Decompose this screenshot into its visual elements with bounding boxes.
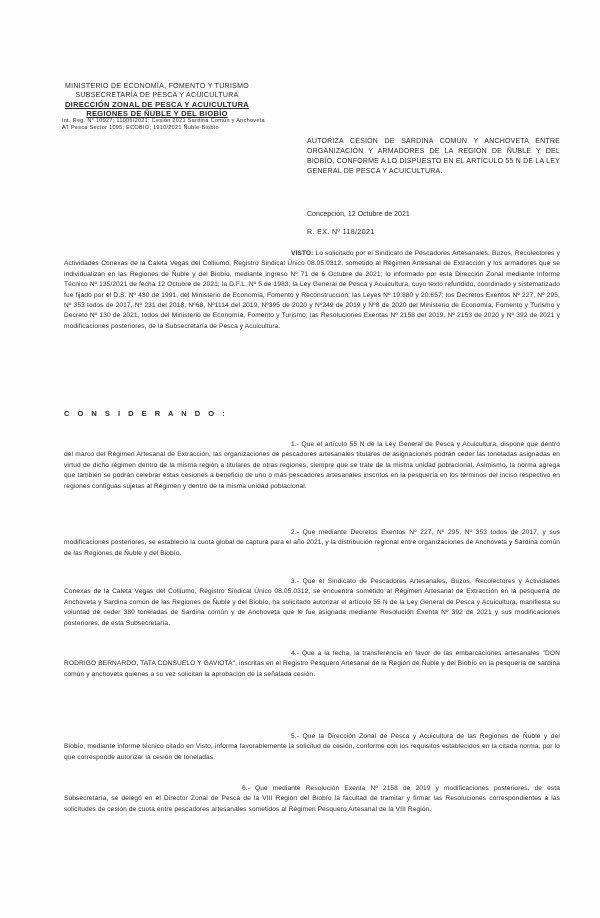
reference-line-2: AT Pesca Sector 1095: ECOBIO; 1910/2021 Ñuble-Biobío (62, 125, 219, 131)
resolution-subject: AUTORIZA CESIÓN DE SARDINA COMÚN Y ANCHOVETA ENTRE ORGANIZACIÓN Y ARMADORES DE LA REGIÓN DE ÑUBLE Y DEL BIOBÍO, CONFORME A LO DISPUESTO EN EL ARTÍCULO 55 N DE LA LEY GENERAL DE PESCA Y ACUICULTURA. (307, 138, 560, 175)
visto-text: Lo solicitado por el Sindicato de Pescadores Artesanales, Buzos, Recolectores y Actividades Conexas de la Caleta Vegas del Colliumo, Registro Sindical Único 08.05.0312, sometido al Régimen Artesanal de Extracción y los armadores que se individualizan en las Regiones de Ñuble y del Biobío, mediante ingreso Nº 71 de 6 Octubre de 2021; lo informado por esta Dirección Zonal mediante Informe Técnico Nº 135/2021 de fecha 12 Octubre de 2021; la D.F.L. Nº 5 de 1983; la Ley General de Pesca y Acuicultura, cuyo texto refundido, coordinado y sistematizado fue fijado por el D.S. Nº 430 de 1991, del Ministerio de Economía, Fomento y Reconstrucción; las Leyes Nº 19.880 y 20.657; los Decretos Exentos Nº 227, Nº 295, Nº 353 todos de 2017, Nº 231 del 2018, Nº68, Nº1114 del 2019, Nº395 de 2020 y Nº249 de 2019 y Nº8 de 2020 del Ministerio de Economía, Fomento y Turismo y Decreto Nº 130 de 2021, todos del Ministerio de Economía, Fomento y Turismo; las Resoluciones Exentas Nº 2158 del 2019, Nº 2153 de 2020 y Nº 392 de 2021 y modificaciones posteriores, de la Subsecretaría de Pesca y Acuicultura. (64, 250, 560, 330)
direccion-name: DIRECCIÓN ZONAL DE PESCA Y ACUICULTURA (64, 100, 250, 109)
considerando-6 (64, 784, 560, 815)
considerando-4-text: 4.- Que a la fecha, la transferencia en favor de las embarcaciones artesanales "DON RODRIGO BERNARDO, TATA CONSUELO Y GAVIOTA", inscritas en el Registro Pesquero Artesanal de la Región de Ñuble y del Biobío en la pesquería de sardina común y anchoveta quienes a su vez solicitan la aprobación de la señalada cesión. (64, 650, 560, 678)
considerando-3 (64, 577, 560, 629)
considerando-1-text: 1.- Que el artículo 55 N de la Ley General de Pesca y Acuicultura, dispone que dentro del marco del Régimen Artesanal de Extracción, las organizaciones de pescadores artesanales titulares de asignaciones podrán ceder las toneladas asignadas en virtud de dicho régimen dentro de la misma región a titulares de otras regiones, siempre que se trate de la misma unidad poblacional. Asimismo, la norma agrega que también se podrán celebrar estas cesiones a beneficio de uno o más pescadores artesanales inscritos en la pesquería en los términos del inciso respectivo en regiones contiguas sujetas al Régimen y dentro de la misma unidad poblacional. (64, 441, 560, 490)
considerando-2 (64, 528, 560, 559)
resolution-number: R. EX. Nº 118/2021 (307, 229, 375, 236)
considerando-3-text: 3.- Que el Sindicato de Pescadores Artesanales, Buzos, Recolectores y Actividades Conexas de la Caleta Vegas del Colliumo, Registro Sindical Único 08.05.0312, se encuentra sometido al Régimen Artesanal de Extracción en la pesquería de Anchoveta y Sardina común de las Regiones de Ñuble y del Biobío, ha solicitado autorizar el artículo 55 N de la Ley General de Pesca y Acuicultura, manifiesta su voluntad de ceder 380 toneladas de Sardina común y de Anchoveta que le fue asignada mediante Resolución Exenta Nº 392 de 2021 y sus modificaciones posteriores, de esta Subsecretaría. (64, 578, 560, 627)
regiones-name: REGIONES DE ÑUBLE Y DEL BIOBÍO (86, 109, 228, 118)
considerando-1 (64, 440, 560, 492)
considerando-6-text: 6.- Que mediante Resolución Exenta Nº 2158 de 2019 y modificaciones posteriores, de esta Subsecretaría, se delegó en el Director Zonal de Pesca de la VIII Región del Biobío la facultad de tramitar y firmar las Resoluciones correspondientes a las solicitudes de cesión de cuota entre pescadores artesanales sometidos al Régimen Pesquero Artesanal de la VIII Región. (64, 785, 560, 813)
visto-lead: VISTO: (291, 250, 314, 257)
considerando-5 (64, 732, 560, 763)
subsecretaria-name: SUBSECRETARÍA DE PESCA Y ACUICULTURA (75, 92, 239, 99)
place-date: Concepción, 12 Octubre de 2021 (307, 211, 410, 218)
considerando-4 (64, 649, 560, 680)
considerando-5-text: 5.- Que la Dirección Zonal de Pesca y Acuicultura de las Regiones de Ñuble y del Biobío, mediante informe técnico citado en Visto, informa favorablemente la solicitud de cesión, conforme con los requisitos establecidos en la citada norma, por lo que corresponde autorizar la cesión de toneladas. (64, 733, 560, 761)
letterhead (62, 82, 265, 132)
ministry-name: MINISTERIO DE ECONOMÍA, FOMENTO Y TURISMO (64, 83, 250, 90)
considerando-2-text: 2.- Que mediante Decretos Exentos Nº 227, Nº 295, Nº 353 todos de 2017, y sus modificaciones posteriores, se estableció la cuota global de captura para el año 2021, y la distribución regional entre organizaciones de Anchoveta y Sardina común de las Regiones de Ñuble y del Biobío. (64, 529, 560, 557)
reference-line-1: Int. Reg. N° 10927; 11005/2021; Cesión 2021 Sardina Común y Anchoveta (62, 118, 265, 124)
visto-paragraph (64, 249, 560, 332)
considerando-heading: C O N S I D E R A N D O : (64, 409, 228, 418)
